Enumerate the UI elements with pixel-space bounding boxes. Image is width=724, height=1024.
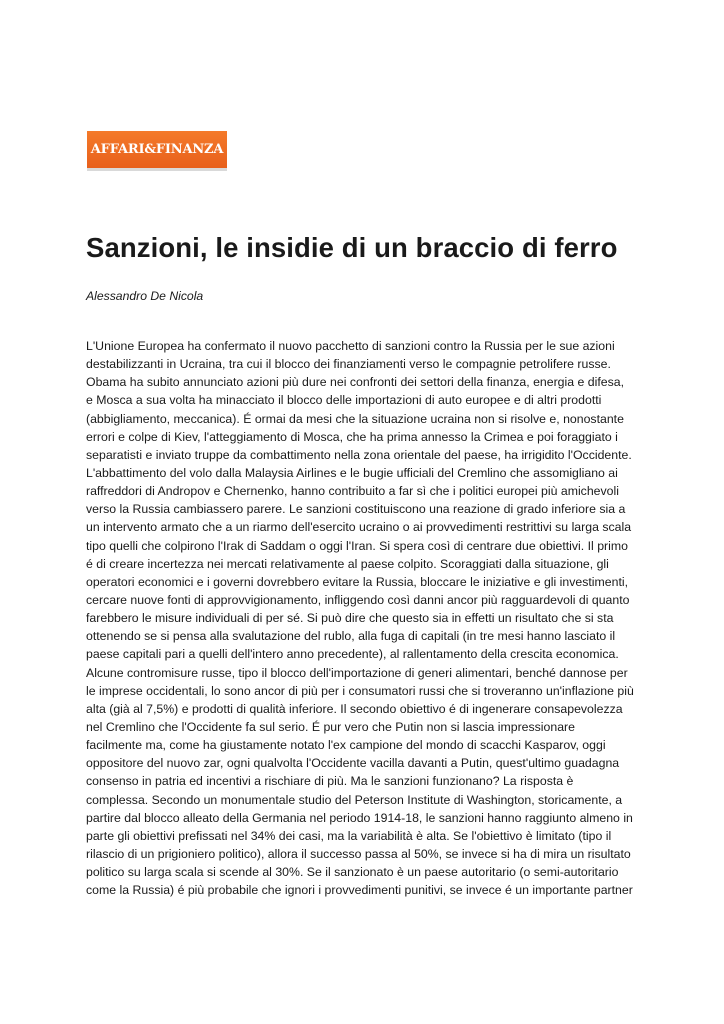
article-body-line: cercare nuove fonti di approvvigionamento, infliggendo così danni ancor più ragguardevoli di quanto (86, 592, 630, 607)
article-body-line: nel Cremlino che l'Occidente fa sul serio. É pur vero che Putin non si lascia impressionare (86, 719, 575, 734)
article-body-line: Obama ha subito annunciato azioni più dure nei confronti dei settori della finanza, energia e difesa, (86, 375, 624, 390)
article-body-line: e Mosca a sua volta ha minacciato il blocco delle importazioni di auto europee e di altri prodotti (86, 393, 602, 408)
article-body-line: partire dal blocco alleato della Germania nel periodo 1914-18, le sanzioni hanno raggiunto almeno in (86, 810, 633, 825)
affari-finanza-logo (87, 131, 227, 171)
article-body (86, 337, 646, 899)
article-body-line: rilascio di un prigioniero politico), allora il successo passa al 50%, se invece si ha di mira un risultato (86, 846, 631, 861)
article-body-line: separatisti e inviato truppe da combattimento nella zona orientale del paese, ha irrigidito l'Occidente. (86, 447, 632, 462)
article-body-line: consenso in patria ed incentivi a rischiare di più. Ma le sanzioni funzionano? La risposta è (86, 774, 574, 789)
article-body-line: tipo quelli che colpirono l'Irak di Saddam o oggi l'Iran. Si spera così di centrare due obiettivi. Il primo (86, 538, 628, 553)
article-title: Sanzioni, le insidie di un braccio di ferro (86, 232, 618, 263)
article-body-line: un intervento armato che a un riarmo dell'esercito ucraino o ai provvedimenti restrittivi su larga scala (86, 520, 632, 535)
article-body-line: ottenendo se si pensa alla svalutazione del rublo, alla fuga di capitali (in tre mesi hanno lasciato il (86, 629, 616, 644)
article-body-line: paese capitali pari a quelli dell'intero anno precedente), al rallentamento della crescita economica. (86, 647, 619, 662)
article-body-line: politico su larga scala si scende al 30%. Se il sanzionato è un paese autoritario (o semi-autoritario (86, 865, 619, 880)
article-body-line: raffreddori di Andropov e Chernenko, hanno contribuito a far sì che i politici europei più amichevoli (86, 484, 619, 499)
article-body-line: complessa. Secondo un monumentale studio del Peterson Institute di Washington, storicamente, a (86, 792, 623, 807)
article-body-line: operatori economici e i governi dovrebbero evitare la Russia, bloccare le iniziative e gli investimenti, (86, 574, 629, 589)
article-body-line: destabilizzanti in Ucraina, tra cui il blocco dei finanziamenti verso le compagnie petrolifere russe. (86, 357, 611, 372)
article-body-line: (abbigliamento, meccanica). É ormai da mesi che la situazione ucraina non si risolve e, nonostante (86, 411, 624, 426)
article-body-line: errori e colpe di Kiev, l'atteggiamento di Mosca, che ha prima annesso la Crimea e poi foraggiato i (86, 429, 618, 444)
article-body-line: Alcune contromisure russe, tipo il blocco dell'importazione di generi alimentari, benché dannose per (86, 665, 628, 680)
article-body-line: oppositore del nuovo zar, ogni qualvolta l'Occidente vacilla davanti a Putin, quest'ultimo guadagna (86, 756, 620, 771)
article-body-line: farebbero le misure individuali di per sé. Si può dire che questo sia in effetti un risultato che si sta (86, 611, 614, 626)
article-body-line: é di creare incertezza nei mercati relativamente al paese colpito. Scoraggiati dalla situazione, gli (86, 556, 609, 571)
article-body-line: verso la Russia cambiassero parere. Le sanzioni costituiscono una reazione di grado inferiore sia a (86, 502, 626, 517)
article-body-line: come la Russia) é più probabile che ignori i provvedimenti punitivi, se invece é un importante partner (86, 883, 633, 898)
article-author: Alessandro De Nicola (86, 289, 204, 303)
article-body-line: facilmente ma, come ha giustamente notato l'ex campione del mondo di scacchi Kasparov, oggi (86, 738, 606, 753)
article-body-line: L'abbattimento del volo dalla Malaysia Airlines e le bugie ufficiali del Cremlino che assomigliano ai (86, 465, 618, 480)
logo-text: AFFARI&FINANZA (90, 142, 224, 157)
article-body-line: L'Unione Europea ha confermato il nuovo pacchetto di sanzioni contro la Russia per le sue azioni (86, 339, 615, 353)
article-body-line: alta (già al 7,5%) e prodotti di qualità inferiore. Il secondo obiettivo é di ingenerare consapevolezza (86, 701, 623, 716)
article-body-line: parte gli obiettivi prefissati nel 34% dei casi, ma la variabilità è alta. Se l'obiettivo è limitato (tipo il (86, 828, 612, 843)
article-body-line: le imprese occidentali, lo sono ancor di più per i consumatori russi che si troveranno un'inflazione più (86, 683, 634, 698)
